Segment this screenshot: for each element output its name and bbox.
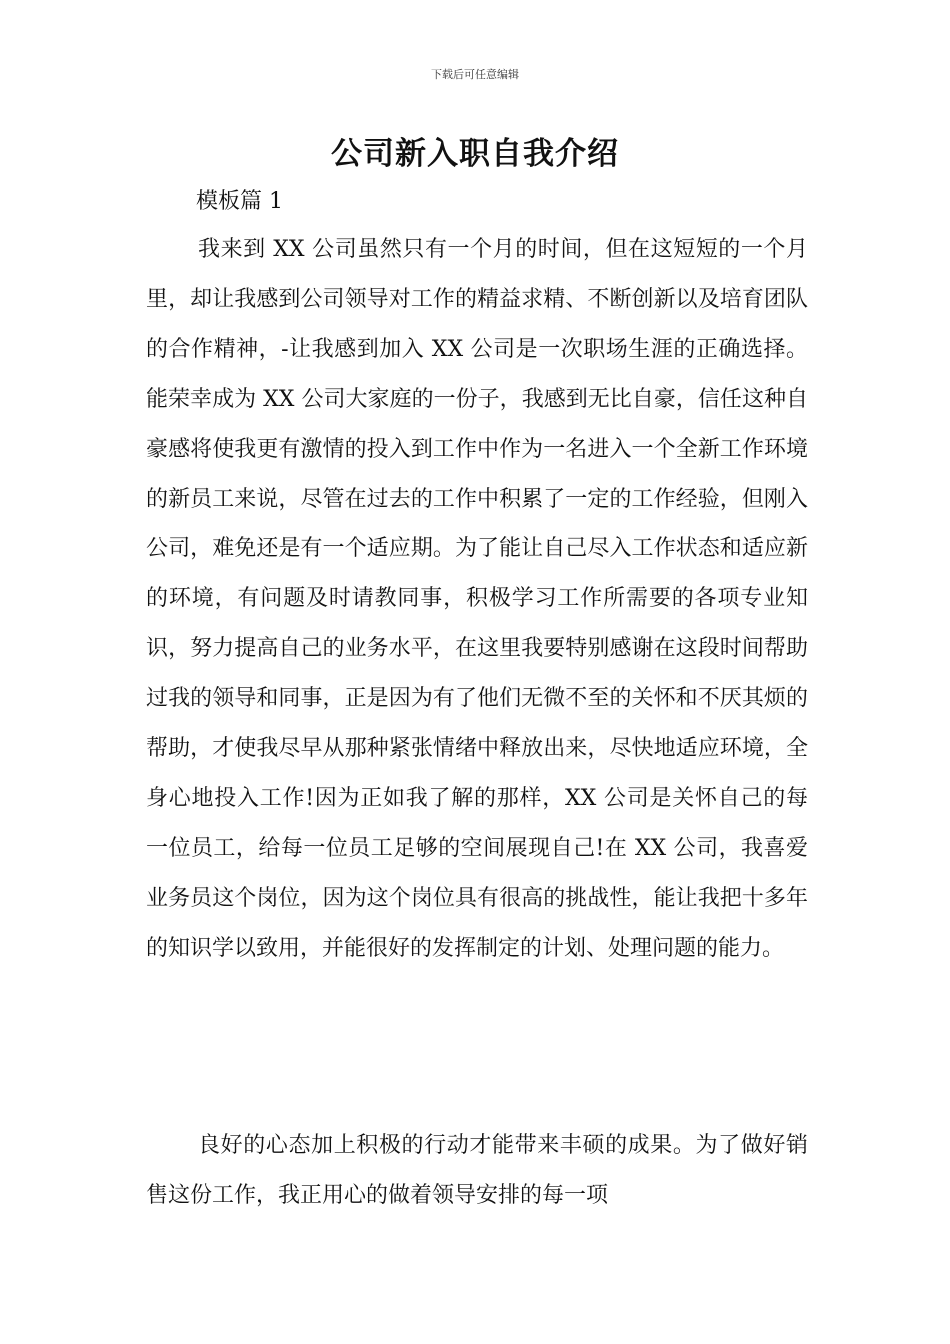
- template-subtitle: 模板篇 1: [196, 189, 283, 214]
- paragraph: 我来到 XX 公司虽然只有一个月的时间，但在这短短的一个月里，却让我感到公司领导对工作的精益求精、不断创新以及培育团队的合作精神，-让我感到加入 XX 公司是一次职场生涯的正确选择。能荣幸成为 XX 公司大家庭的一份子，我感到无比自豪，信任这种自豪感将使我更有激情的投入到工作中作为一名进入一个全新工作环境的新员工来说，尽管在过去的工作中积累了一定的工作经验，但刚入公司，难免还是有一个适应期。为了能让自己尽入工作状态和适应新的环境，有问题及时请教同事，积极学习工作所需要的各项专业知识，努力提高自己的业务水平，在这里我要特别感谢在这段时间帮助过我的领导和同事，正是因为有了他们无微不至的关怀和不厌其烦的帮助，才使我尽早从那种紧张情绪中释放出来，尽快地适应环境，全身心地投入工作!因为正如我了解的那样，XX 公司是关怀自己的每一位员工，给每一位员工足够的空间展现自己!在 XX 公司，我喜爱业务员这个岗位，因为这个岗位具有很高的挑战性，能让我把十多年的知识学以致用，并能很好的发挥制定的计划、处理问题的能力。: [146, 237, 808, 961]
- header-note: 下载后可任意编辑: [431, 68, 519, 81]
- paragraph: 良好的心态加上积极的行动才能带来丰硕的成果。为了做好销售这份工作，我正用心的做着领导安排的每一项: [146, 1133, 808, 1208]
- document-title: 公司新入职自我介绍: [331, 136, 619, 172]
- paragraph-block: [146, 225, 808, 974]
- paragraph-block: [146, 1121, 808, 1221]
